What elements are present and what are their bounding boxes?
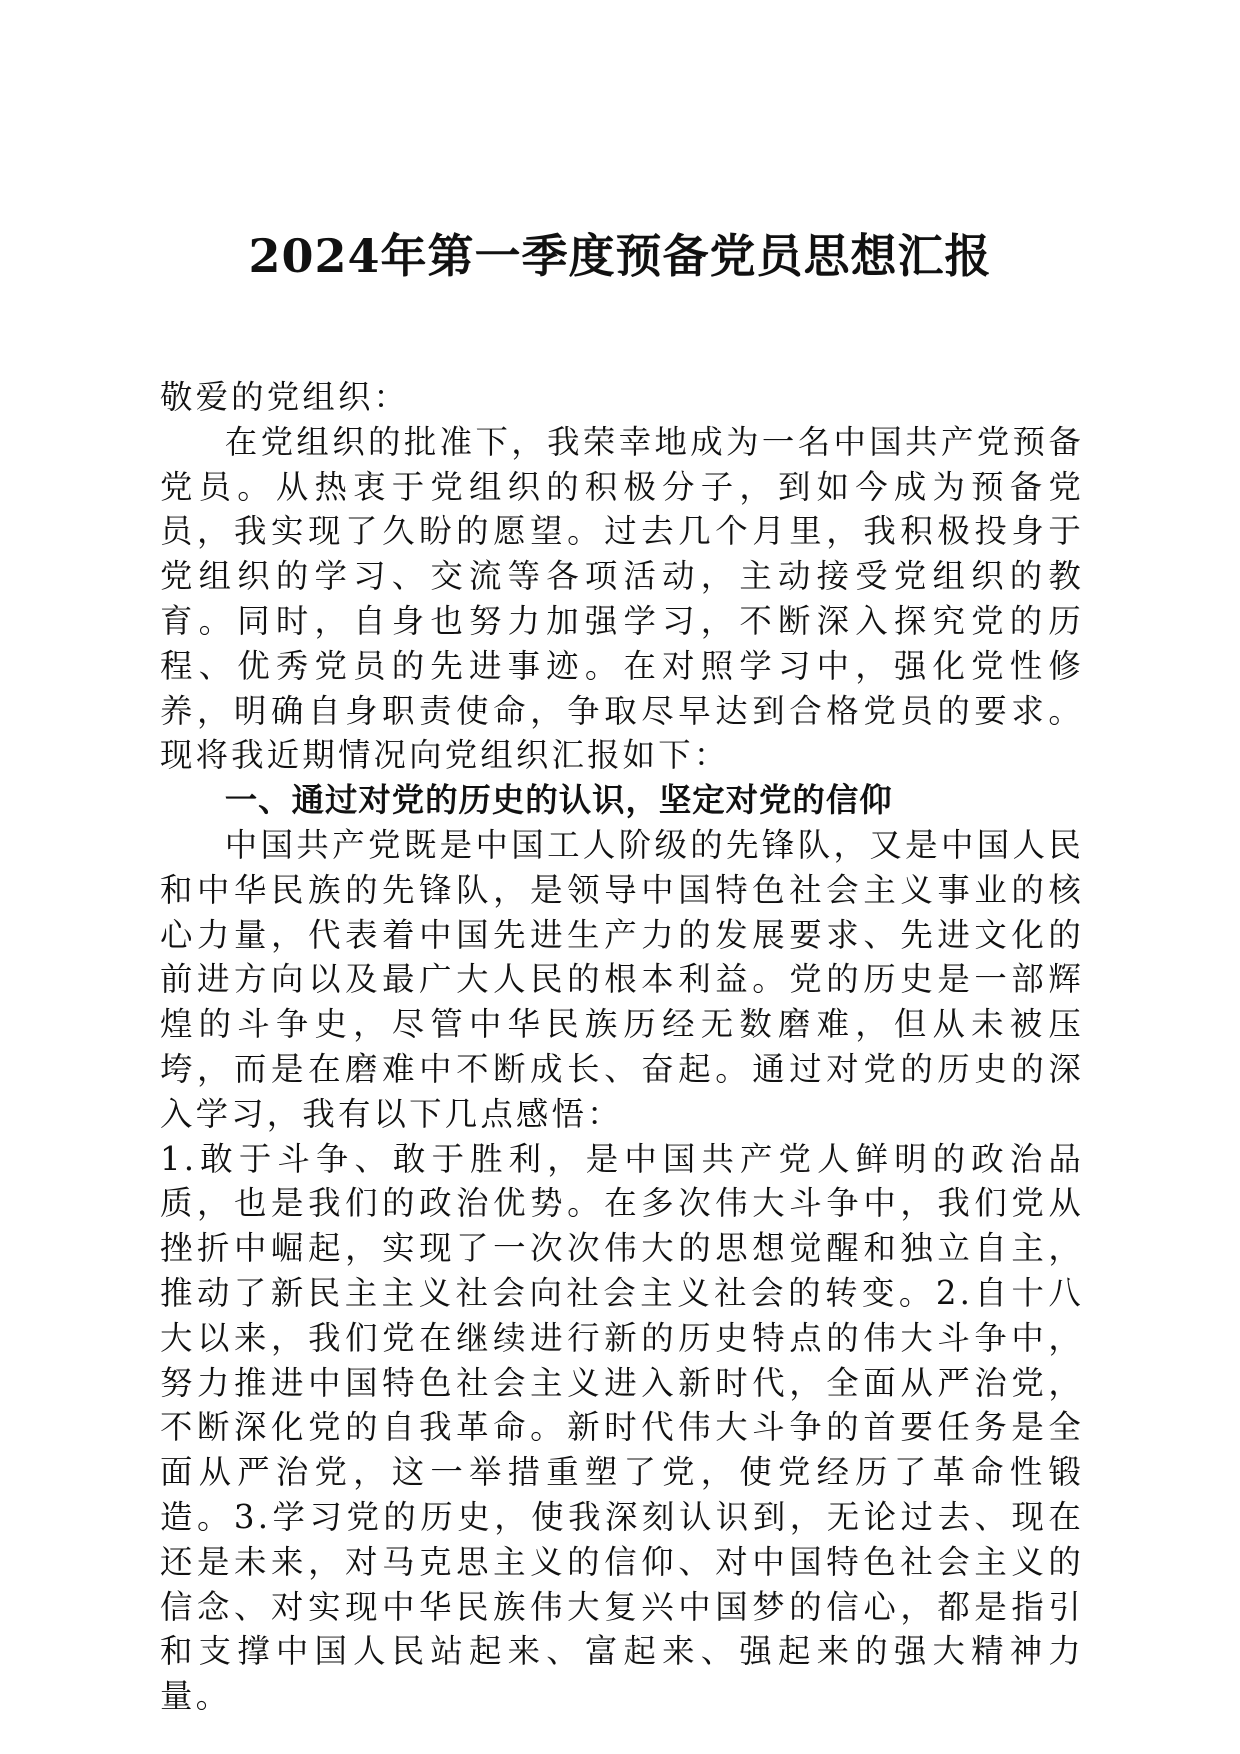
document-body [160, 375, 1084, 1719]
paragraph-party-history: 中国共产党既是中国工人阶级的先锋队，又是中国人民和中华民族的先锋队，是领导中国特色社会主义事业的核心力量，代表着中国先进生产力的发展要求、先进文化的前进方向以及最广大人民的根本利益。党的历史是一部辉煌的斗争史，尽管中华民族历经无数磨难，但从未被压垮，而是在磨难中不断成长、奋起。通过对党的历史的深入学习，我有以下几点感悟： [160, 825, 1084, 1133]
paragraph-insights: 1.敢于斗争、敢于胜利，是中国共产党人鲜明的政治品质，也是我们的政治优势。在多次伟大斗争中，我们党从挫折中崛起，实现了一次次伟大的思想觉醒和独立自主，推动了新民主主义社会向社会主义社会的转变。2.自十八大以来，我们党在继续进行新的历史特点的伟大斗争中，努力推进中国特色社会主义进入新时代，全面从严治党，不断深化党的自我革命。新时代伟大斗争的首要任务是全面从严治党，这一举措重塑了党，使党经历了革命性锻造。3.学习党的历史，使我深刻认识到，无论过去、现在还是未来，对马克思主义的信仰、对中国特色社会主义的信念、对实现中华民族伟大复兴中国梦的信心，都是指引和支撑中国人民站起来、富起来、强起来的强大精神力量。 [160, 1139, 1084, 1716]
paragraph-intro: 在党组织的批准下，我荣幸地成为一名中国共产党预备党员。从热衷于党组织的积极分子，到如今成为预备党员，我实现了久盼的愿望。过去几个月里，我积极投身于党组织的学习、交流等各项活动，主动接受党组织的教育。同时，自身也努力加强学习，不断深入探究党的历程、优秀党员的先进事迹。在对照学习中，强化党性修养，明确自身职责使命，争取尽早达到合格党员的要求。现将我近期情况向党组织汇报如下： [160, 422, 1084, 775]
salutation: 敬爱的党组织： [160, 378, 410, 416]
document-title: 2024年第一季度预备党员思想汇报 [248, 229, 992, 283]
section-heading: 一、通过对党的历史的认识，坚定对党的信仰 [224, 781, 893, 820]
